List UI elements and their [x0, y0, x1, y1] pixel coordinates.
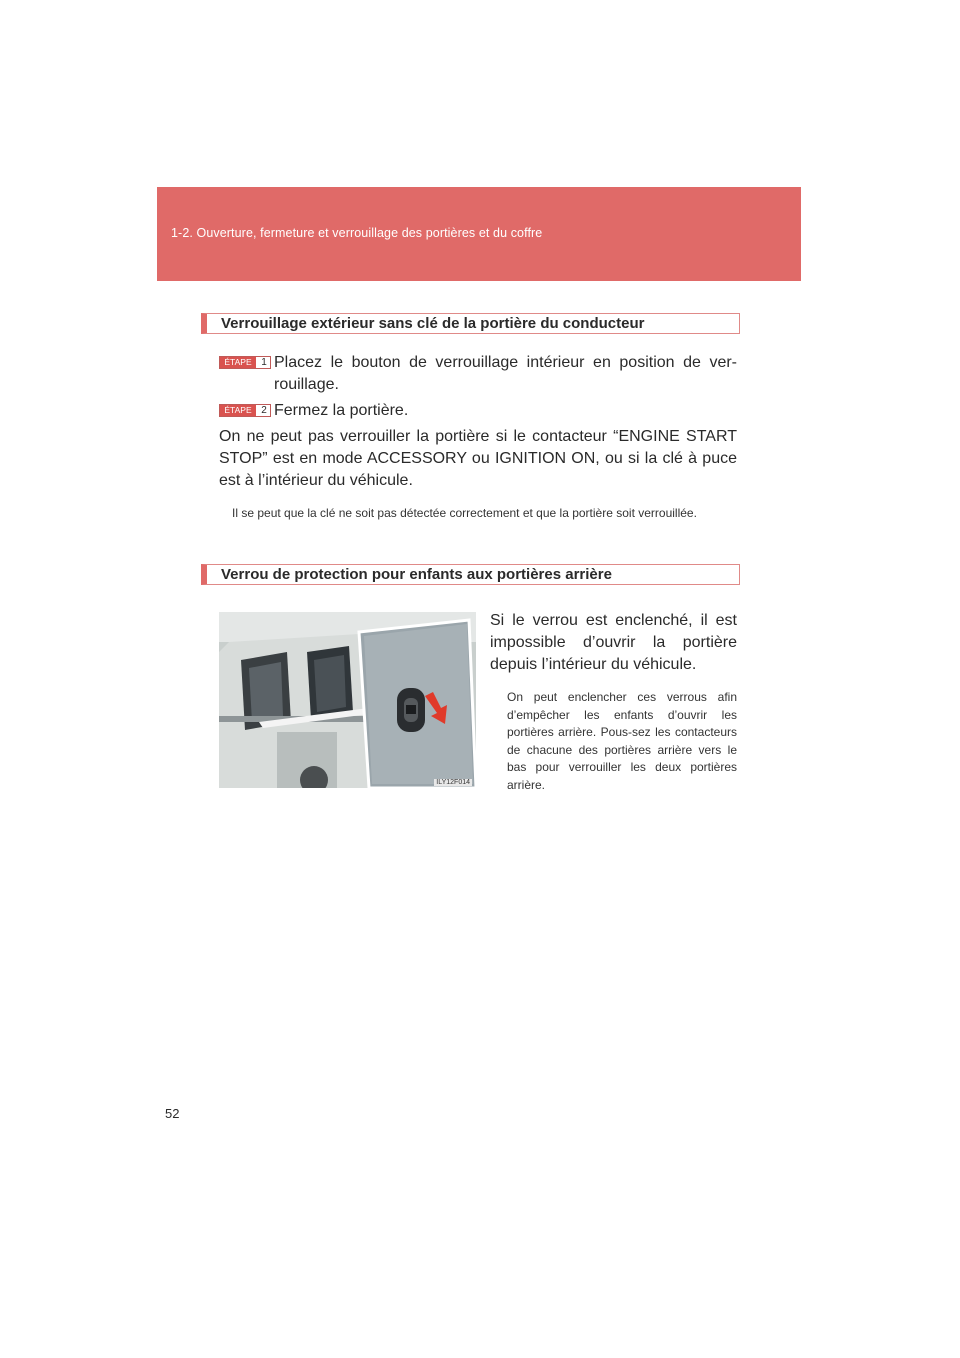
- child-lock-note: On peut enclencher ces verrous afin d’empêcher les enfants d’ouvrir les portières arrière. Pous-sez les contacteurs de chacune des portières arrière vers le bas pour verrouiller les deux portières arrière.: [507, 690, 737, 792]
- step-badge-number: 2: [261, 405, 267, 416]
- lock-condition-paragraph: On ne peut pas verrouiller la portière si le contacteur “ENGINE START STOP” est en mode ACCESSORY ou IGNITION ON, ou si la clé à puce est à l’intérieur du véhicule.: [219, 428, 737, 489]
- child-lock-photo: [219, 612, 476, 788]
- step-badge-number: 1: [261, 357, 267, 368]
- chapter-title: 1-2. Ouverture, fermeture et verrouillage des portières et du coffre: [171, 226, 543, 240]
- page-number: 52: [165, 1106, 180, 1121]
- step-badge-1: [219, 356, 271, 369]
- vehicle-door-illustration: [219, 612, 476, 788]
- image-code: ILY12F014: [436, 779, 470, 786]
- section-heading-keyless-lock: [201, 313, 740, 334]
- lock-note: Il se peut que la clé ne soit pas détectée correctement et que la portière soit verrouillée.: [232, 506, 697, 520]
- section-heading-text: Verrou de protection pour enfants aux portières arrière: [221, 566, 612, 583]
- step-2-text: Fermez la portière.: [274, 402, 409, 419]
- step-1-text: Placez le bouton de verrouillage intérieur en position de ver-rouillage.: [274, 354, 737, 393]
- step-badge-2: [219, 404, 271, 417]
- step-badge-label: ÉTAPE: [220, 405, 256, 416]
- section-heading-text: Verrouillage extérieur sans clé de la portière du conducteur: [221, 315, 645, 332]
- section-heading-child-lock: [201, 564, 740, 585]
- step-badge-label: ÉTAPE: [220, 357, 256, 368]
- child-lock-description: Si le verrou est enclenché, il est impossible d’ouvrir la portière depuis l’intérieur du véhicule.: [490, 612, 737, 673]
